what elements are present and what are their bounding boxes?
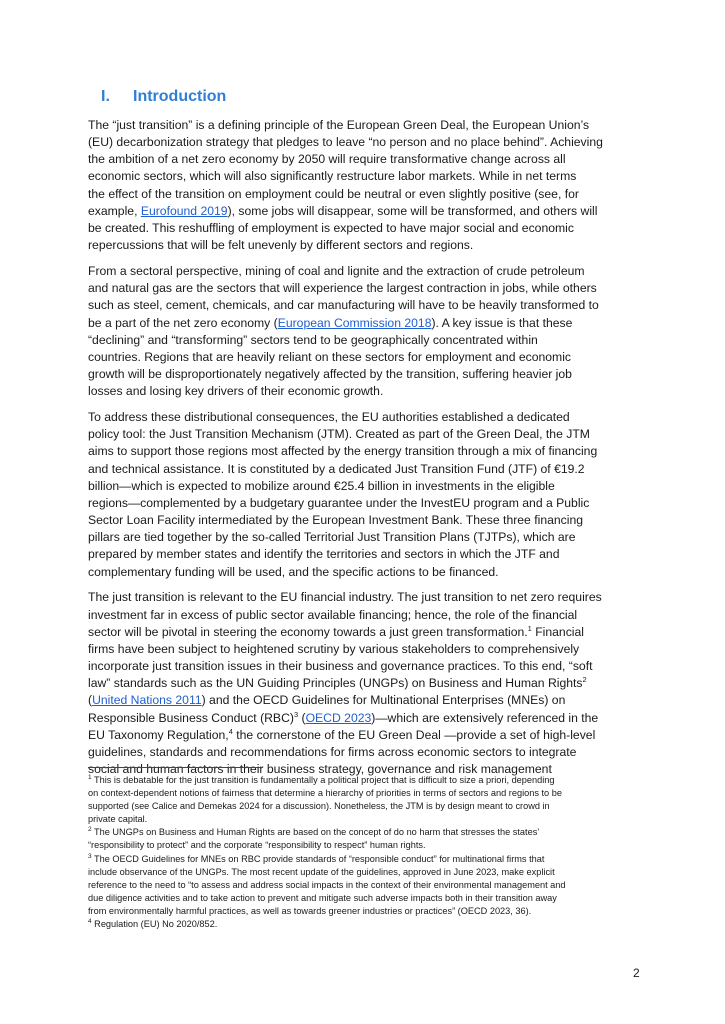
footnote-line: due diligence activities and to take action to prevent and mitigate such adverse impacts both in their transition away <box>88 892 557 903</box>
text-line: (EU) decarbonization strategy that pledges to leave “no person and no place behind”. Achieving <box>88 135 603 150</box>
text-line: “declining” and “transforming” sectors tend to be geographically concentrated within <box>88 332 538 347</box>
footnote-line: include observance of the UNGPs. The most recent update of the guidelines, approved in June 2023, make explicit <box>88 866 555 877</box>
text-fragment: ( <box>88 693 93 708</box>
text-line: be created. This reshuffling of employment is expected to have major social and economic <box>88 220 574 235</box>
footnote-number: 4 <box>88 918 92 926</box>
text-fragment: Regulation (EU) No 2020/852. <box>91 919 218 930</box>
text-line <box>88 692 640 709</box>
text-line: To address these distributional consequences, the EU authorities established a dedicated <box>88 410 570 425</box>
text-line: and natural gas are the sectors that will experience the largest contraction in jobs, while others <box>88 281 597 296</box>
text-line: Sector Loan Facility intermediated by the European Investment Bank. These three financing <box>88 513 584 528</box>
text-fragment: sector will be pivotal in steering the economy towards a just green transformation. <box>88 624 528 639</box>
text-fragment: the cornerstone of the EU Green Deal —provide a set of high-level <box>232 727 596 742</box>
citation-link-eurofound[interactable]: Eurofound 2019 <box>140 203 228 218</box>
text-line: aims to support those regions most affected by the energy transition through a mix of financing <box>88 444 598 459</box>
footnote-3 <box>88 853 640 918</box>
paragraph-3 <box>88 409 640 581</box>
paragraph-2 <box>88 263 640 400</box>
text-line: complementary funding will be used, and the specific actions to be financed. <box>88 564 499 579</box>
text-line: guidelines, standards and recommendations for firms across economic sectors to integrate <box>88 744 577 759</box>
text-line: The “just transition” is a defining principle of the European Green Deal, the European Union’s <box>88 118 590 132</box>
text-line: growth will be disproportionately negatively affected by the transition, suffering heavier job <box>88 366 572 381</box>
footnote-line: private capital. <box>88 814 148 825</box>
text-fragment: be a part of the net zero economy ( <box>88 315 278 330</box>
text-fragment: ). A key issue is that these <box>431 315 573 330</box>
text-fragment: Financial <box>531 624 584 639</box>
footnote-line: reference to the need to “to assess and address social impacts in the context of their environmental management and <box>88 879 566 890</box>
footnote-ref-3[interactable]: 3 <box>293 709 299 719</box>
text-line <box>88 203 640 220</box>
text-line: The just transition is relevant to the EU financial industry. The just transition to net zero requires <box>88 590 602 605</box>
text-fragment: ( <box>298 710 306 725</box>
text-line: the effect of the transition on employment could be neutral or even slightly positive (see, for <box>88 186 579 201</box>
text-line: billion—which is expected to mobilize around €25.4 billion in investments in the eligible <box>88 478 555 493</box>
footnote-separator <box>88 767 263 768</box>
text-line: regions—complemented by a budgetary guarantee under the InvestEU program and a Public <box>88 495 590 510</box>
text-line: prepared by member states and identify the territories and sectors in which the JTF and <box>88 547 560 562</box>
text-line: investment far in excess of public sector available financing; hence, the role of the financial <box>88 607 578 622</box>
paragraph-4 <box>88 589 640 778</box>
footnote-line <box>88 918 640 931</box>
footnote-2 <box>88 826 640 852</box>
text-fragment: The OECD Guidelines for MNEs on RBC provide standards of “responsible conduct” for multinational firms that <box>91 853 545 864</box>
footnote-number: 3 <box>88 852 92 860</box>
text-line: losses and losing key drivers of their economic growth. <box>88 384 384 399</box>
text-fragment: example, <box>88 203 141 218</box>
footnote-number: 1 <box>88 774 92 781</box>
text-line: the ambition of a net zero economy by 2050 will require transformative change across all <box>88 152 566 167</box>
body-text <box>88 117 640 787</box>
section-heading <box>88 88 226 106</box>
text-line: economic sectors, which will also significantly restructure labor markets. While in net terms <box>88 169 577 184</box>
text-line <box>88 624 640 641</box>
text-fragment: The UNGPs on Business and Human Rights are based on the concept of do no harm that stresses the states’ <box>91 827 540 838</box>
text-fragment: )—which are extensively referenced in the <box>371 710 599 725</box>
page-number: 2 <box>633 966 640 980</box>
text-line: From a sectoral perspective, mining of coal and lignite and the extraction of crude petroleum <box>88 264 585 279</box>
footnote-line: “responsibility to protect” and the corporate “responsibility to respect” human rights. <box>88 840 426 851</box>
footnote-ref-1[interactable]: 1 <box>527 623 532 633</box>
text-fragment: law” standards such as the UN Guiding Principles (UNGPs) on Business and Human Rights <box>88 676 583 691</box>
text-line <box>88 315 640 332</box>
text-fragment: This is debatable for the just transition is fundamentally a political project that is difficult to size a priori, depending <box>91 775 555 785</box>
text-line: pillars are tied together by the so-called Territorial Just Transition Plans (TJTPs), which are <box>88 530 576 545</box>
footnote-ref-2[interactable]: 2 <box>582 675 587 685</box>
text-line: social and human factors in their business strategy, governance and risk management <box>88 762 552 777</box>
text-fragment: EU Taxonomy Regulation, <box>88 727 229 742</box>
section-title: Introduction <box>133 88 227 105</box>
text-line: repercussions that will be felt unevenly by different sectors and regions. <box>88 238 474 253</box>
citation-link-oecd[interactable]: OECD 2023 <box>305 710 372 725</box>
text-line: policy tool: the Just Transition Mechanism (JTM). Created as part of the Green Deal, the JTM <box>88 427 590 442</box>
text-line: firms have been subject to heightened scrutiny by various stakeholders to comprehensively <box>88 641 580 656</box>
footnotes <box>88 774 640 931</box>
paragraph-1 <box>88 117 640 254</box>
footnote-ref-4[interactable]: 4 <box>228 726 233 736</box>
footnote-line <box>88 826 640 839</box>
footnote-line: on context-dependent notions of fairness that determine a hierarchy of priorities in terms of sectors and regions to be <box>88 788 562 799</box>
text-line: incorporate just transition issues in their business and governance practices. To this end, “soft <box>88 659 593 674</box>
footnote-line: from environmentally harmful practices, as well as towards greener industries or practices” (OECD 2023, 36). <box>88 905 532 916</box>
text-line <box>88 727 640 744</box>
footnote-4 <box>88 918 640 931</box>
footnote-line <box>88 853 640 866</box>
footnote-line <box>88 774 640 787</box>
text-line: such as steel, cement, chemicals, and car manufacturing will have to be heavily transformed to <box>88 298 599 313</box>
text-line: countries. Regions that are heavily reliant on these sectors for employment and economic <box>88 349 572 364</box>
footnote-1 <box>88 774 640 826</box>
citation-link-european-commission[interactable]: European Commission 2018 <box>277 315 432 330</box>
text-line <box>88 675 640 692</box>
text-line <box>88 710 640 727</box>
section-number: I. <box>101 88 110 105</box>
footnote-line: supported (see Calice and Demekas 2024 for a discussion). Nonetheless, the JTM is by design meant to crowd in <box>88 801 550 812</box>
text-line: and technical assistance. It is constituted by a dedicated Just Transition Fund (JTF) of €19.2 <box>88 461 585 476</box>
text-fragment: Responsible Business Conduct (RBC) <box>88 710 294 725</box>
text-fragment: ), some jobs will disappear, some will be transformed, and others will <box>227 203 598 218</box>
text-fragment: ) and the OECD Guidelines for Multinational Enterprises (MNEs) on <box>201 693 566 708</box>
footnote-number: 2 <box>88 826 92 834</box>
citation-link-united-nations[interactable]: United Nations 2011 <box>92 693 202 708</box>
